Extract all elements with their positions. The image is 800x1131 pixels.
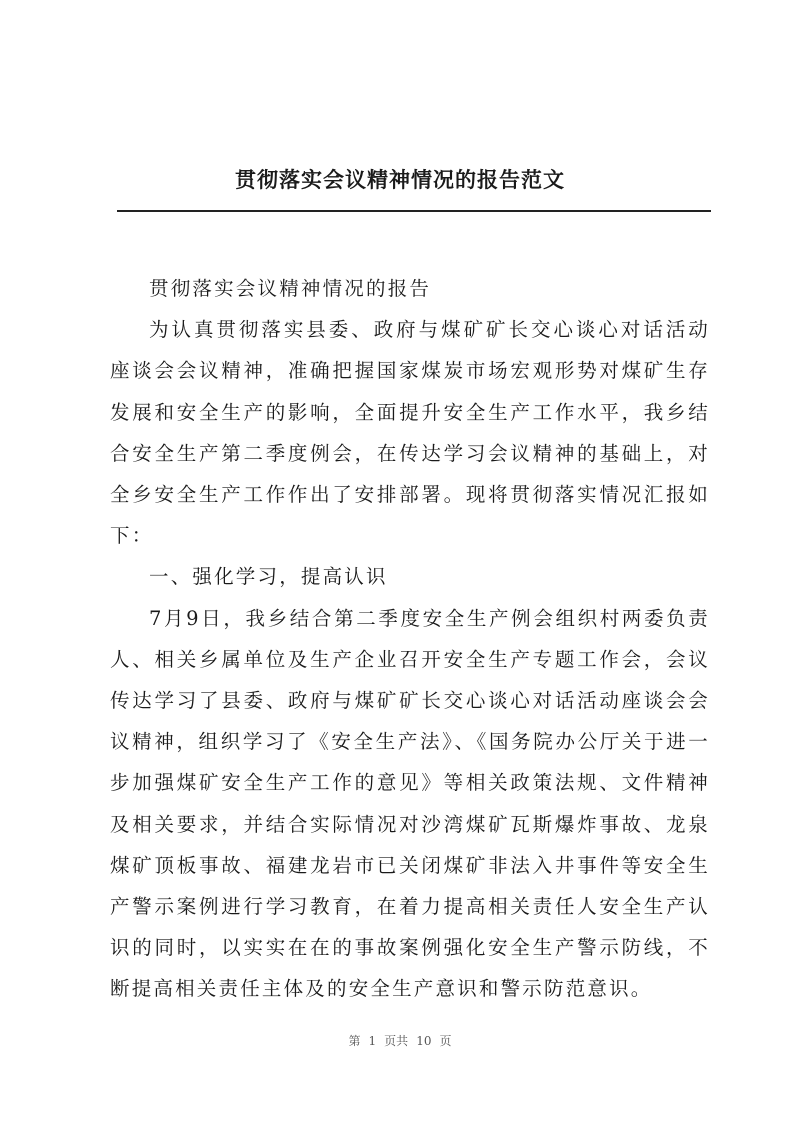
title-divider <box>117 210 711 212</box>
footer-total-pages: 10 <box>416 1034 432 1048</box>
section-heading: 一、强化学习，提高认识 <box>149 565 388 589</box>
footer-prefix: 第 <box>348 1034 361 1048</box>
document-title: 贯彻落实会议精神情况的报告范文 <box>235 167 565 192</box>
footer-suffix: 页 <box>439 1034 452 1048</box>
footer-page-number: 1 <box>368 1034 377 1048</box>
document-body <box>110 268 710 1010</box>
footer-mid: 页共 <box>384 1034 409 1048</box>
paragraph-heading: 贯彻落实会议精神情况的报告 <box>149 277 432 300</box>
paragraph-body: 7月9日，我乡结合第二季度安全生产例会组织村两委负责人、相关乡属单位及生产企业召开安全生产专题工作会，会议传达学习了县委、政府与煤矿矿长交心谈心对话活动座谈会会议精神，组织学习了《安全生产法》、《国务院办公厅关于进一步加强煤矿安全生产工作的意见》等相关政策法规、文件精神及相关要求，并结合实际情况对沙湾煤矿瓦斯爆炸事故、龙泉煤矿顶板事故、福建龙岩市已关闭煤矿非法入井事件等安全生产警示案例进行学习教育，在着力提高相关责任人安全生产认识的同时，以实实在在的事故案例强化安全生产警示防线，不断提高相关责任主体及的安全生产意识和警示防范意识。 <box>110 606 710 1001</box>
page-footer <box>0 1032 800 1049</box>
paragraph-intro: 为认真贯彻落实县委、政府与煤矿矿长交心谈心对话活动座谈会会议精神，准确把握国家煤炭市场宏观形势对煤矿生存发展和安全生产的影响，全面提升安全生产工作水平，我乡结合安全生产第二季度例会，在传达学习会议精神的基础上，对全乡安全生产工作作出了安排部署。现将贯彻落实情况汇报如下： <box>110 318 710 548</box>
